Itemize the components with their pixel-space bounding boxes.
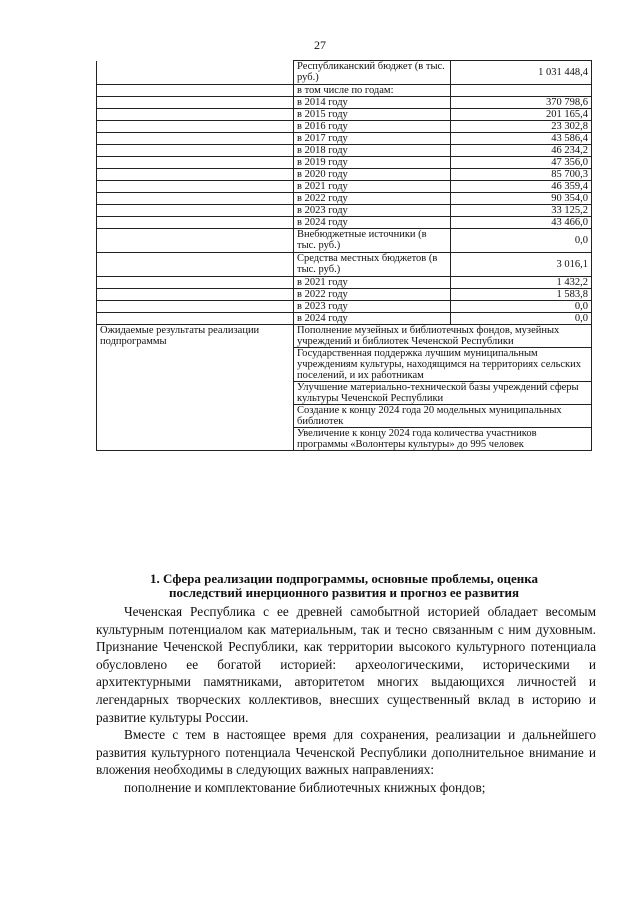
- budget-row-label: в 2022 году: [294, 289, 451, 301]
- result-item: Пополнение музейных и библиотечных фондов, музейных учреждений и библиотек Чеченской Республики: [294, 325, 592, 348]
- left-cell: [97, 217, 294, 229]
- budget-row-label: в 2021 году: [294, 277, 451, 289]
- left-cell: [97, 193, 294, 205]
- budget-row-label: в 2024 году: [294, 313, 451, 325]
- budget-row: [97, 193, 592, 205]
- budget-row: [97, 121, 592, 133]
- budget-row-label: Республиканский бюджет (в тыс. руб.): [294, 61, 451, 85]
- budget-row: [97, 205, 592, 217]
- budget-row-value: 85 700,3: [451, 169, 592, 181]
- budget-row-value: 1 031 448,4: [451, 61, 592, 85]
- left-cell: [97, 145, 294, 157]
- budget-row-value: 0,0: [451, 229, 592, 253]
- budget-row-value: 23 302,8: [451, 121, 592, 133]
- budget-row: [97, 301, 592, 313]
- budget-row-value: 0,0: [451, 313, 592, 325]
- budget-row: [97, 85, 592, 97]
- budget-row: [97, 181, 592, 193]
- budget-row: [97, 109, 592, 121]
- left-cell: [97, 97, 294, 109]
- result-item: Увеличение к концу 2024 года количества участников программы «Волонтеры культуры» до 995 человек: [294, 428, 592, 451]
- left-cell: [97, 133, 294, 145]
- budget-row-value: 90 354,0: [451, 193, 592, 205]
- budget-row-label: в том числе по годам:: [294, 85, 451, 97]
- budget-row: [97, 277, 592, 289]
- left-cell: [97, 169, 294, 181]
- budget-row: [97, 61, 592, 85]
- result-row: [97, 325, 592, 348]
- paragraph-1: Чеченская Республика с ее древней самобытной историей обладает весомым культурным потенциалом как материальным, так и тесно связанным с ним духовным. Признание Чеченской Республики, как территории высокого культурного потенциала обусловлено ее богатой историей: археологическими, историческими и архитектурными памятниками, авторитетом многих выдающихся личностей и легендарных творческих коллективов, внесших существенный вклад в историю и развитие культуры России.: [96, 604, 596, 725]
- budget-row: [97, 169, 592, 181]
- left-cell: [97, 277, 294, 289]
- section-body: [96, 603, 596, 797]
- left-cell: [97, 121, 294, 133]
- budget-row: [97, 133, 592, 145]
- budget-row-value: 47 356,0: [451, 157, 592, 169]
- budget-row-label: Внебюджетные источники (в тыс. руб.): [294, 229, 451, 253]
- budget-row: [97, 97, 592, 109]
- section-heading-line-2: последствий инерционного развития и прогноз ее развития: [168, 585, 520, 600]
- budget-row-value: 43 466,0: [451, 217, 592, 229]
- section-heading: [96, 572, 592, 600]
- left-cell: [97, 85, 294, 97]
- budget-row-label: в 2019 году: [294, 157, 451, 169]
- left-cell: [97, 229, 294, 253]
- budget-row-value: 0,0: [451, 301, 592, 313]
- budget-row-label: в 2020 году: [294, 169, 451, 181]
- results-label: Ожидаемые результаты реализации подпрограммы: [97, 325, 294, 451]
- left-cell: [97, 313, 294, 325]
- left-cell: [97, 157, 294, 169]
- budget-row: [97, 253, 592, 277]
- budget-row-label: в 2015 году: [294, 109, 451, 121]
- result-item: Улучшение материально-технической базы учреждений сферы культуры Чеченской Республики: [294, 382, 592, 405]
- budget-row-label: в 2023 году: [294, 301, 451, 313]
- result-item: Создание к концу 2024 года 20 модельных муниципальных библиотек: [294, 405, 592, 428]
- budget-row-value: [451, 85, 592, 97]
- budget-row-value: 46 359,4: [451, 181, 592, 193]
- subprogram-passport-table: [96, 60, 592, 451]
- budget-row-label: в 2021 году: [294, 181, 451, 193]
- budget-row: [97, 145, 592, 157]
- page-number: 27: [314, 38, 326, 52]
- budget-row-label: в 2017 году: [294, 133, 451, 145]
- budget-row-label: в 2016 году: [294, 121, 451, 133]
- budget-row-value: 3 016,1: [451, 253, 592, 277]
- left-cell: [97, 289, 294, 301]
- budget-row-label: в 2024 году: [294, 217, 451, 229]
- budget-row-label: в 2023 году: [294, 205, 451, 217]
- budget-row: [97, 289, 592, 301]
- budget-row: [97, 157, 592, 169]
- budget-row: [97, 313, 592, 325]
- left-cell: [97, 181, 294, 193]
- budget-row-value: 370 798,6: [451, 97, 592, 109]
- budget-row-value: 1 583,8: [451, 289, 592, 301]
- section-heading-line-1: 1. Сфера реализации подпрограммы, основные проблемы, оценка: [149, 571, 538, 586]
- left-cell: [97, 61, 294, 85]
- budget-row-value: 1 432,2: [451, 277, 592, 289]
- budget-row-value: 201 165,4: [451, 109, 592, 121]
- budget-row-value: 33 125,2: [451, 205, 592, 217]
- paragraph-3: пополнение и комплектование библиотечных книжных фондов;: [124, 779, 486, 795]
- result-item: Государственная поддержка лучшим муниципальным учреждениям культуры, находящимся на территориях сельских поселений, и их работникам: [294, 348, 592, 382]
- paragraph-2: Вместе с тем в настоящее время для сохранения, реализации и дальнейшего развития культурного потенциала Чеченской Республики дополнительное внимание и вложения необходимы в следующих важных направлениях:: [96, 727, 596, 778]
- left-cell: [97, 109, 294, 121]
- left-cell: [97, 205, 294, 217]
- budget-row-label: в 2022 году: [294, 193, 451, 205]
- budget-row-label: Средства местных бюджетов (в тыс. руб.): [294, 253, 451, 277]
- budget-row-value: 43 586,4: [451, 133, 592, 145]
- budget-row: [97, 229, 592, 253]
- budget-row-value: 46 234,2: [451, 145, 592, 157]
- budget-row-label: в 2018 году: [294, 145, 451, 157]
- left-cell: [97, 253, 294, 277]
- budget-row-label: в 2014 году: [294, 97, 451, 109]
- left-cell: [97, 301, 294, 313]
- budget-row: [97, 217, 592, 229]
